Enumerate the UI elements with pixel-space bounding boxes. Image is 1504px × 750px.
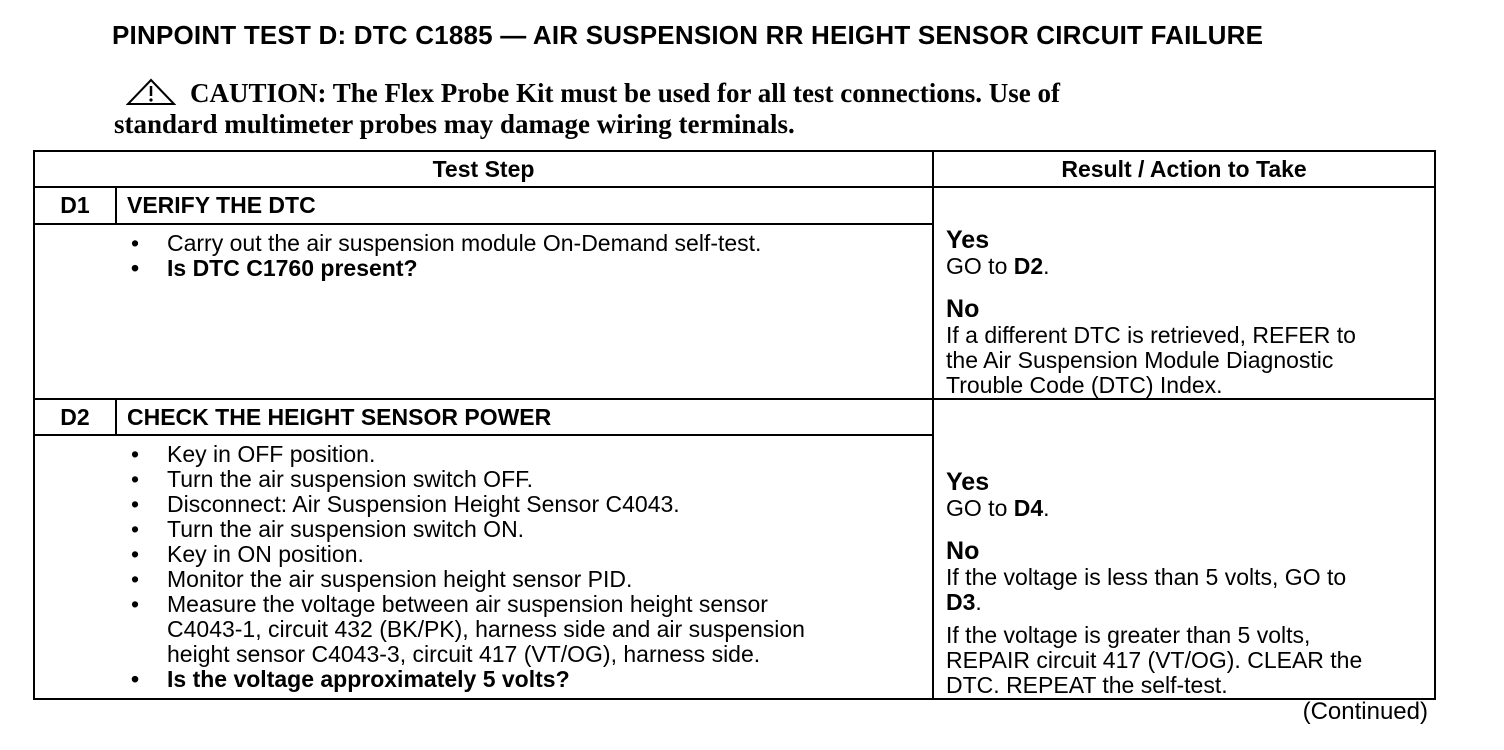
step-d2-bullets: [35, 436, 932, 692]
list-item: • Turn the air suspension switch ON.: [167, 517, 932, 542]
result-d2-no-label: No: [946, 537, 980, 565]
list-item: • Monitor the air suspension height sensor PID.: [167, 567, 932, 592]
list-item: • Disconnect: Air Suspension Height Sensor C4043.: [167, 492, 932, 517]
step-title-d2: CHECK THE HEIGHT SENSOR POWER: [116, 399, 933, 435]
step-title-d1: VERIFY THE DTC: [116, 187, 933, 224]
result-d2-no-text-2: If the voltage is greater than 5 volts, REPAIR circuit 417 (VT/OG). CLEAR the DTC. REPEAT the self-test.: [946, 622, 1363, 698]
pinpoint-test-table: [33, 150, 1436, 700]
list-item: • Carry out the air suspension module On-Demand self-test.: [167, 231, 932, 256]
result-d1-no-text: If a different DTC is retrieved, REFER to the Air Suspension Module Diagnostic Trouble Code (DTC) Index.: [946, 322, 1356, 398]
step-d2-title-row: [34, 399, 1435, 435]
page-title: PINPOINT TEST D: DTC C1885 — AIR SUSPENSION RR HEIGHT SENSOR CIRCUIT FAILURE: [112, 20, 1264, 50]
list-item-measure: • Measure the voltage between air suspension height sensor C4043-1, circuit 432 (BK/PK), harness side and air suspension height sensor C4043-3, circuit 417 (VT/OG), harness side.: [167, 592, 932, 667]
step-d1-title-row: [34, 187, 1435, 224]
step-number-d2: D2: [34, 399, 116, 435]
result-d1: [933, 187, 1435, 399]
step-number-d1: D1: [34, 187, 116, 224]
warning-triangle-icon: [126, 78, 176, 106]
result-d2-no-text-1: If the voltage is less than 5 volts, GO to D3.: [946, 564, 1347, 615]
step-ref-d4: D4: [1013, 495, 1044, 521]
caution-line-2: standard multimeter probes may damage wiring terminals.: [114, 109, 795, 139]
step-body-d2: [34, 435, 933, 699]
result-d1-no-label: No: [946, 295, 980, 323]
caution-text-1: CAUTION: The Flex Probe Kit must be used for all test connections. Use of: [190, 78, 1060, 108]
caution-note: [114, 78, 1314, 140]
list-item: • Key in OFF position.: [167, 442, 932, 467]
list-item: • Key in ON position.: [167, 542, 932, 567]
result-d2-yes-label: Yes: [946, 468, 990, 496]
step-d1-question: • Is DTC C1760 present?: [167, 256, 932, 281]
list-item: • Turn the air suspension switch OFF.: [167, 467, 932, 492]
result-d1-yes-label: Yes: [946, 226, 990, 254]
step-d1-bullets: [35, 225, 932, 281]
result-d2: [933, 399, 1435, 699]
continued-label: (Continued): [1302, 698, 1428, 725]
header-result-action: Result / Action to Take: [933, 151, 1435, 187]
table-header-row: [34, 151, 1435, 187]
caution-line-1: [114, 78, 1314, 109]
step-ref-d3: D3: [946, 589, 976, 615]
result-d2-yes-text: GO to D4.: [946, 495, 1050, 521]
step-body-d1: [34, 224, 933, 399]
step-ref-d2: D2: [1013, 253, 1044, 279]
result-d1-yes-text: GO to D2.: [946, 253, 1050, 279]
header-test-step: Test Step: [34, 151, 933, 187]
step-d2-question: • Is the voltage approximately 5 volts?: [167, 667, 932, 692]
